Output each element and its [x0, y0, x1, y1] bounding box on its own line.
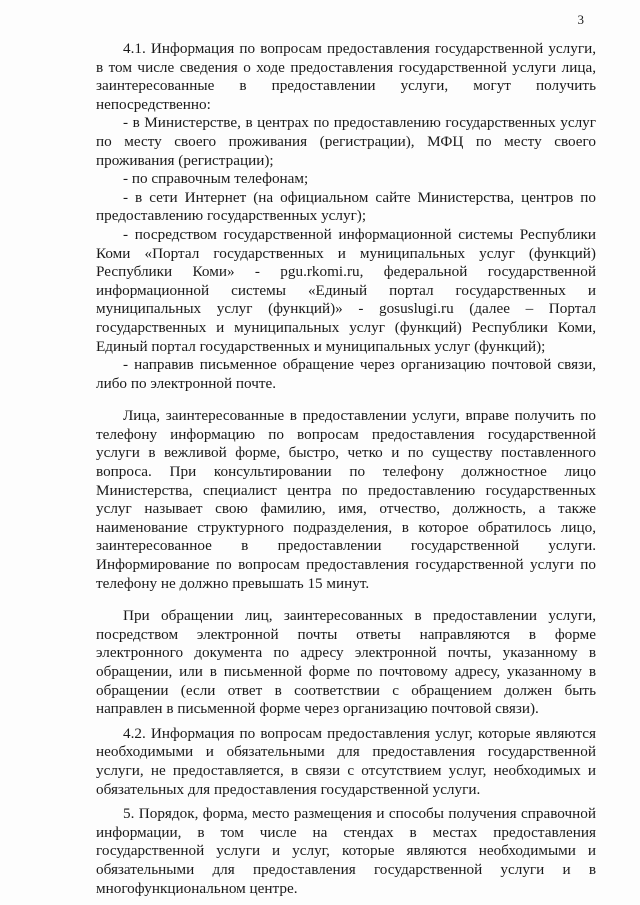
page-number: 3	[577, 12, 584, 27]
list-item-mail: - направив письменное обращение через организацию почтовой связи, либо по электронной почте.	[96, 356, 596, 392]
list-item-phones: - по справочным телефонам;	[123, 170, 309, 188]
list-item-portals: - посредством государственной информационной системы Республики Коми «Портал государственных и муниципальных услуг (функций) Республики Коми» - pgu.rkomi.ru, федеральной государственной информационной системы «Единый портал государственных и муниципальных услуг (функций)» - gosuslugi.ru (далее – Портал государственных и муниципальных услуг (функций) Республики Коми, Единый портал государственных и муниципальных услуг (функций);	[96, 225, 596, 355]
paragraph-5: 5. Порядок, форма, место размещения и способы получения справочной информации, в том числе на стендах в местах предоставления государственной услуги и услуг, которые являются необходимыми и обязательными для предоставления государственной услуги и в многофункциональном центре.	[96, 805, 596, 897]
list-item-ministry: - в Министерстве, в центрах по предоставлению государственных услуг по месту своего проживания (регистрации), МФЦ по месту своего проживания (регистрации);	[96, 114, 596, 169]
document-body	[96, 40, 596, 898]
paragraph-phone-consult: Лица, заинтересованные в предоставлении услуги, вправе получить по телефону информацию по вопросам предоставления государственной услуги в вежливой форме, быстро, четко и по существу поставленного вопроса. При консультировании по телефону должностное лицо Министерства, специалист центра по предоставлению государственных услуг называет свою фамилию, имя, отчество, должность, а также наименование структурного подразделения, в которое обратилось лицо, заинтересованное в предоставлении государственной услуги. Информирование по вопросам предоставления государственной услуги по телефону не должно превышать 15 минут.	[96, 407, 596, 592]
paragraph-4-2: 4.2. Информация по вопросам предоставления услуг, которые являются необходимыми и обязательными для предоставления государственной услуги, не предоставляется, в связи с отсутствием услуг, необходимых и обязательных для предоставления государственной услуги.	[96, 724, 596, 798]
list-item-internet: - в сети Интернет (на официальном сайте Министерства, центров по предоставлению государственных услуг);	[96, 188, 596, 225]
paragraph-email: При обращении лиц, заинтересованных в предоставлении услуги, посредством электронной почты ответы направляются в форме электронного документа по адресу электронной почты, указанному в обращении, или в письменной форме по почтовому адресу, указанному в обращении (если ответ в соответствии с обращением должен быть направлен в письменной форме через организацию почтовой связи).	[96, 607, 596, 718]
paragraph-4-1: 4.1. Информация по вопросам предоставления государственной услуги, в том числе сведения о ходе предоставления государственной услуги лица, заинтересованные в предоставлении услуги, могут получить непосредственно:	[96, 40, 596, 113]
